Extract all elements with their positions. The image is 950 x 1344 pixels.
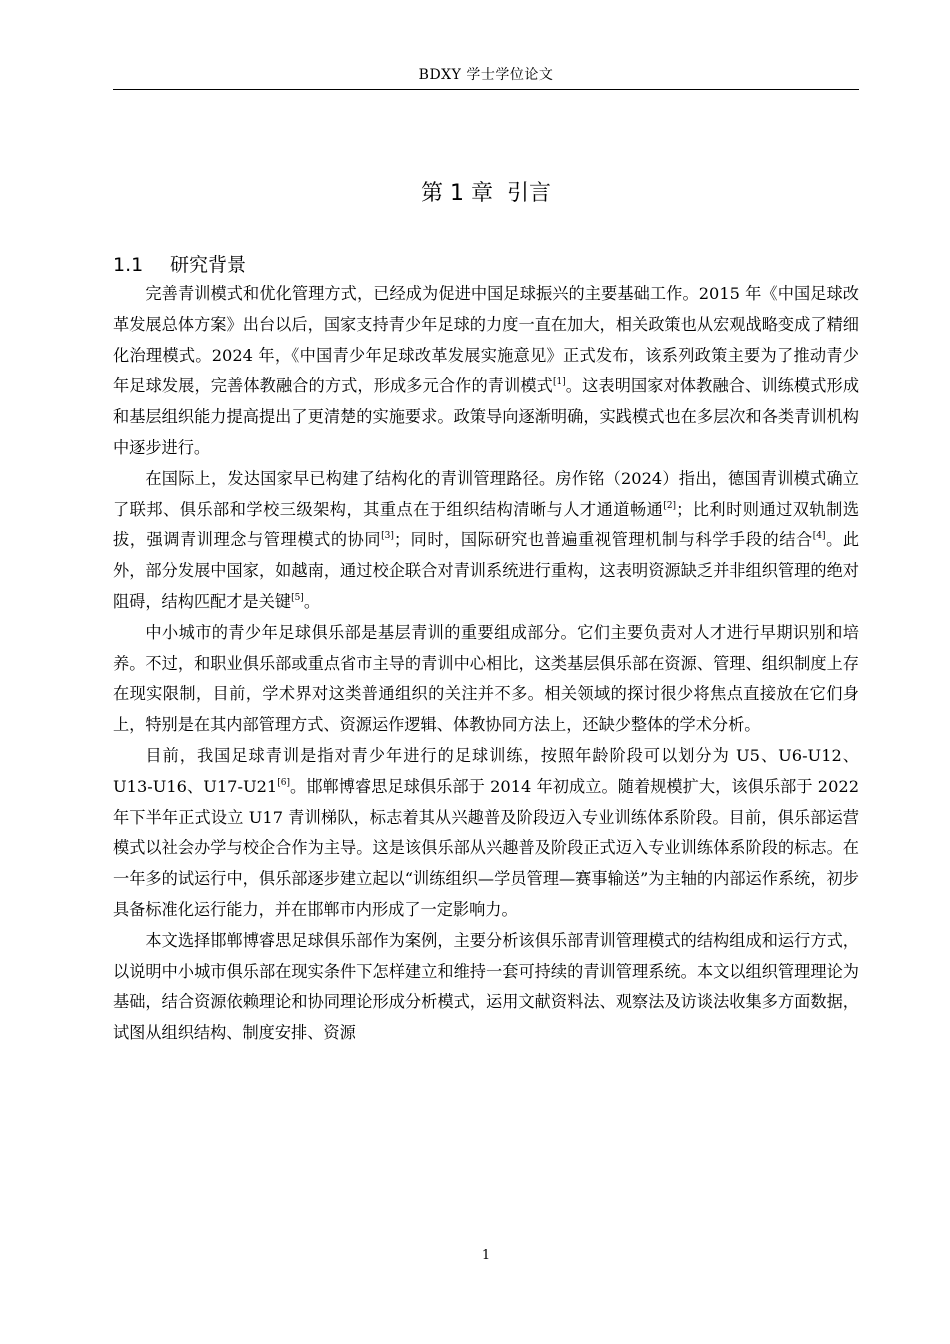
section-title: 研究背景 <box>170 254 247 276</box>
body-paragraph <box>113 926 859 1049</box>
citation-marker: [2] <box>663 500 677 511</box>
page-number: 1 <box>481 1248 491 1263</box>
paragraph-text: 。这表明国家对体教融合、训练模式形成和基层组织能力提高提出了更清楚的实施要求。政策导向逐渐明确，实践模式也在多层次和各类青训机构中逐步进行。 <box>113 376 860 457</box>
citation-marker: [3] <box>381 531 394 542</box>
paragraph-text: ；比利时则通过双轨制选拔，强调青训理念与管理模式的协同 <box>113 499 860 550</box>
paragraph-text: 中小城市的青少年足球俱乐部是基层青训的重要组成部分。它们主要负责对人才进行早期识别和培养。不过，和职业俱乐部或重点省市主导的青训中心相比，这类基层俱乐部在资源、管理、组织制度上存在现实限制，目前，学术界对这类普通组织的关注并不多。相关领域的探讨很少将焦点直接放在它们身上，特别是在其内部管理方式、资源运作逻辑、体教协同方法上，还缺少整体的学术分析。 <box>113 622 859 735</box>
chapter-title <box>113 176 859 212</box>
body-paragraph <box>113 279 859 464</box>
running-header: BDXY 学士学位论文 <box>418 67 554 83</box>
paragraph-text: 完善青训模式和优化管理方式，已经成为促进中国足球振兴的主要基础工作。2015 年《中国足球改革发展总体方案》出台以后，国家支持青少年足球的力度一直在加大，相关政策也从宏观战略变成了精细化治理模式。2024 年，《中国青少年足球改革发展实施意见》正式发布，该系列政策主要为了推动青少年足球发展，完善体教融合的方式，形成多元合作的青训模式 <box>113 284 859 396</box>
body-paragraph <box>113 741 859 926</box>
section-number: 1.1 <box>113 254 144 276</box>
chapter-name: 引言 <box>506 181 551 206</box>
paragraph-text: 。邯郸博睿思足球俱乐部于 2014 年初成立。随着规模扩大，该俱乐部于 2022 年下半年正式设立 U17 青训梯队，标志着其从兴趣普及阶段迈入专业训练体系阶段。目前，俱乐部运营模式以社会办学与校企合作为主导。这是该俱乐部从兴趣普及阶段正式迈入专业训练体系阶段的标志。在一年多的试运行中，俱乐部逐步建立起以“训练组织—学员管理—赛事输送”为主轴的内部运作系统，初步具备标准化运行能力，并在邯郸市内形成了一定影响力。 <box>113 776 859 919</box>
header-rule <box>113 89 859 90</box>
chapter-number: 第 1 章 <box>421 181 493 206</box>
body-paragraph <box>113 618 859 741</box>
citation-marker: [5] <box>291 592 304 603</box>
citation-marker: [1] <box>552 377 566 388</box>
paragraph-text: 。 <box>303 591 320 611</box>
section-heading <box>113 248 246 282</box>
paragraph-text: 在国际上，发达国家早已构建了结构化的青训管理路径。房作铭（2024）指出，德国青训模式确立了联邦、俱乐部和学校三级架构，其重点在于组织结构清晰与人才通道畅通 <box>113 468 859 519</box>
paragraph-text: 本文选择邯郸博睿思足球俱乐部作为案例，主要分析该俱乐部青训管理模式的结构组成和运行方式，以说明中小城市俱乐部在现实条件下怎样建立和维持一套可持续的青训管理系统。本文以组织管理理论为基础，结合资源依赖理论和协同理论形成分析模式，运用文献资料法、观察法及访谈法收集多方面数据，试图从组织结构、制度安排、资源 <box>113 930 859 1043</box>
paragraph-text: 。此外，部分发展中国家，如越南，通过校企联合对青训系统进行重构，这表明资源缺乏并非组织管理的绝对阻碍，结构匹配才是关键 <box>113 530 860 611</box>
citation-marker: [6] <box>277 777 290 788</box>
paragraph-text: 目前，我国足球青训是指对青少年进行的足球训练，按照年龄阶段可以划分为 U5、U6-U12、U13-U16、U17-U21 <box>113 745 859 796</box>
citation-marker: [4] <box>812 531 826 542</box>
body-paragraph <box>113 464 859 618</box>
body-text <box>113 279 859 1049</box>
paragraph-text: ；同时，国际研究也普遍重视管理机制与科学手段的结合 <box>393 530 813 550</box>
